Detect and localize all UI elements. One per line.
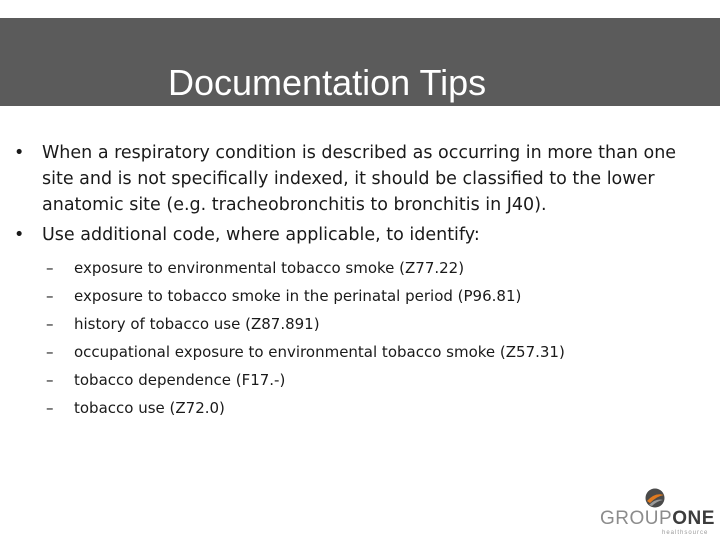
bullet-text: Use additional code, where applicable, to identify:: [42, 225, 480, 245]
sub-bullet-item: [14, 282, 694, 310]
bullet-marker: •: [14, 225, 25, 245]
sub-bullet-item: [14, 394, 694, 422]
sub-bullet-marker: –: [46, 371, 54, 389]
sub-bullet-marker: –: [46, 259, 54, 277]
sub-bullet-item: [14, 366, 694, 394]
sub-bullet-text: tobacco dependence (F17.-): [74, 371, 286, 389]
logo-wordmark: [600, 508, 715, 530]
sub-bullet-marker: –: [46, 343, 54, 361]
bullet-text: When a respiratory condition is described as occurring in more than one site and is not specifically indexed, it should be classified to the lower anatomic site (e.g. tracheobronchitis to bronchitis in J40).: [42, 143, 677, 215]
sub-bullet-text: history of tobacco use (Z87.891): [74, 315, 320, 333]
bullet-item: [14, 140, 694, 218]
sub-bullet-text: exposure to tobacco smoke in the perinatal period (P96.81): [74, 287, 522, 305]
slide-title: Documentation Tips: [168, 62, 487, 103]
bullet-item: [14, 222, 694, 248]
sub-bullet-item: [14, 338, 694, 366]
slide-content: [14, 140, 694, 422]
group-one-logo: [600, 487, 715, 537]
logo-word-group: GROUP: [600, 508, 673, 529]
sub-bullet-item: [14, 310, 694, 338]
sub-bullet-text: tobacco use (Z72.0): [74, 399, 225, 417]
sub-bullet-item: [14, 254, 694, 282]
sub-bullet-marker: –: [46, 287, 54, 305]
sub-bullet-list: [14, 254, 694, 422]
sub-bullet-marker: –: [46, 315, 54, 333]
sub-bullet-text: exposure to environmental tobacco smoke (Z77.22): [74, 259, 465, 277]
logo-word-one: ONE: [672, 508, 715, 529]
bullet-marker: •: [14, 143, 25, 163]
sub-bullet-marker: –: [46, 399, 54, 417]
sub-bullet-text: occupational exposure to environmental tobacco smoke (Z57.31): [74, 343, 565, 361]
logo-tagline: healthsource: [662, 530, 709, 536]
logo-mark-icon: [644, 487, 666, 509]
